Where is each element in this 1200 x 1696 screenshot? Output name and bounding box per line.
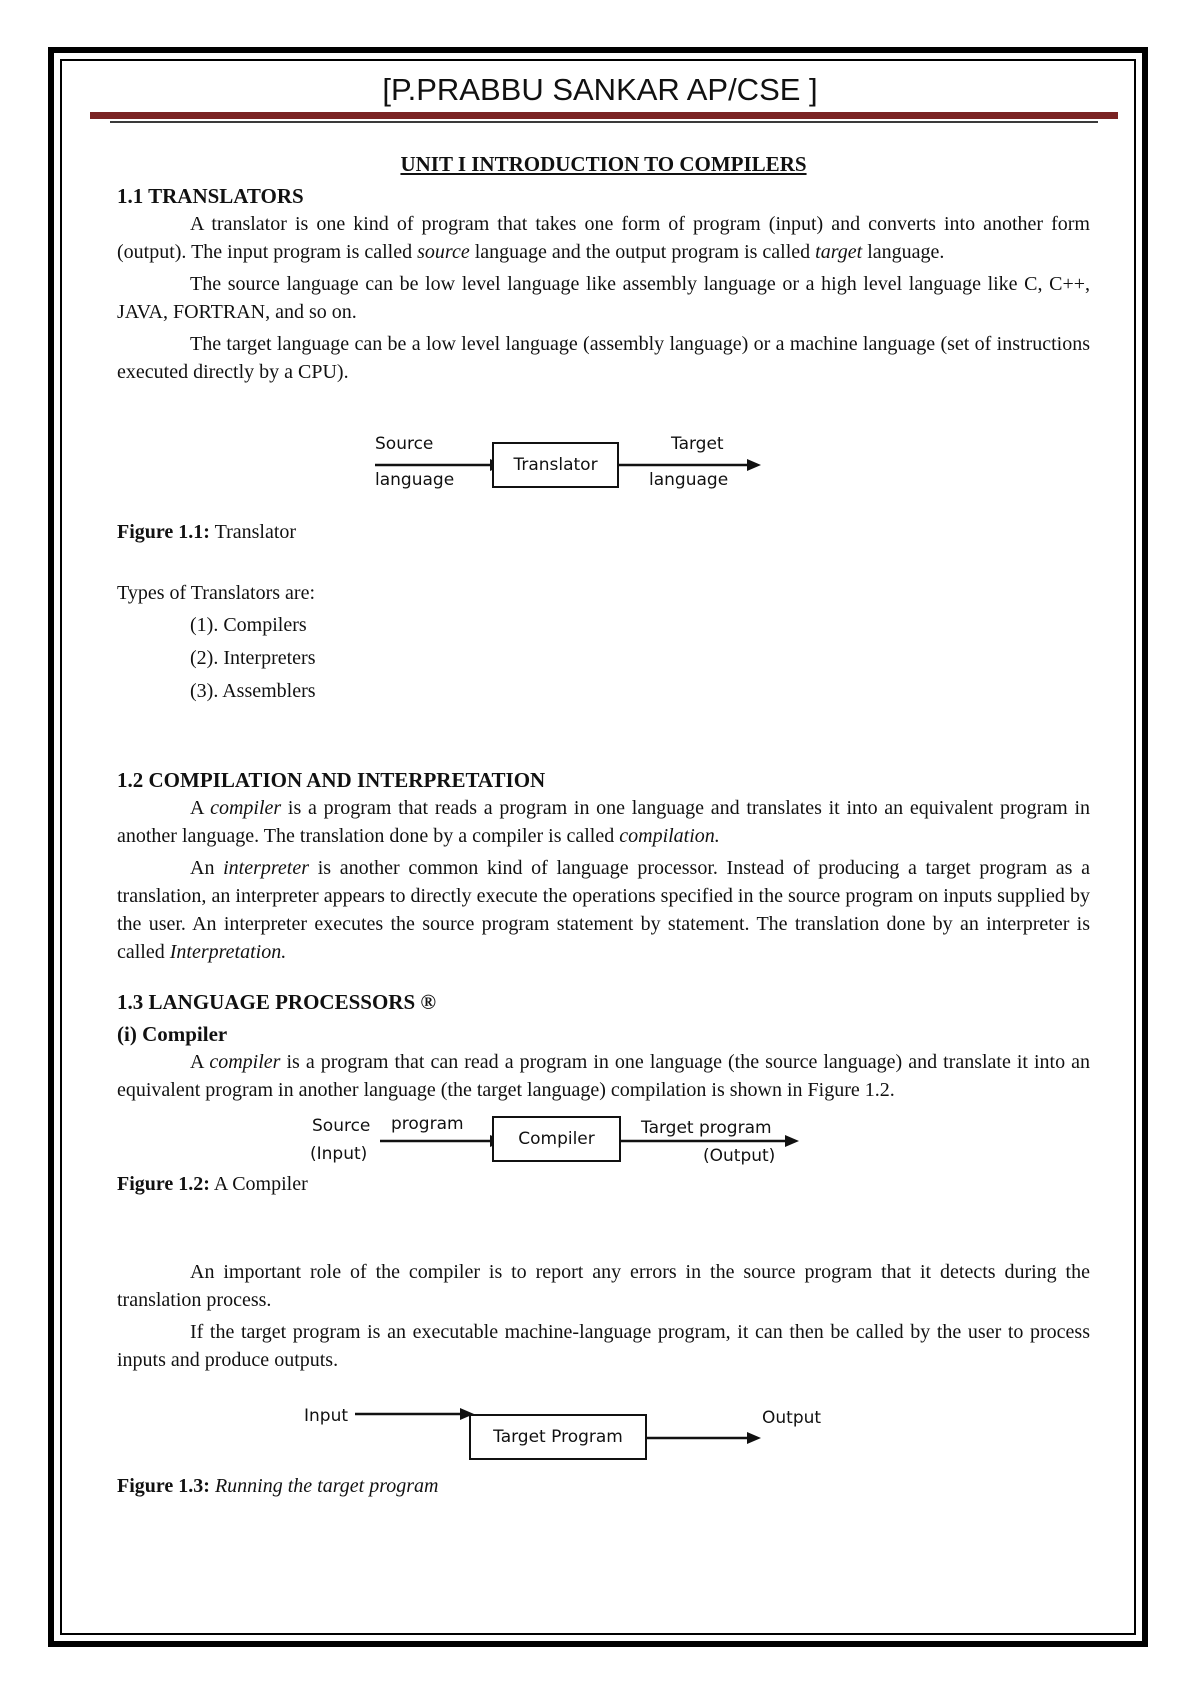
- document-body: [117, 150, 1090, 1500]
- output-label: Output: [762, 1408, 822, 1428]
- source-language-label-2: language: [375, 470, 455, 490]
- target-language-label-2: language: [649, 470, 729, 490]
- figure-caption: Figure 1.1: Translator: [117, 521, 297, 543]
- input-label: (Input): [310, 1144, 368, 1164]
- types-intro: Types of Translators are:: [117, 582, 316, 604]
- paragraph: If the target program is an executable machine-language program, it can then be called by the user to process inputs and produce outputs.: [117, 1321, 1090, 1371]
- unit-title: UNIT I INTRODUCTION TO COMPILERS: [400, 152, 807, 176]
- paragraph: An important role of the compiler is to report any errors in the source program that it detects during the translation process.: [117, 1261, 1090, 1311]
- paragraph: The source language can be low level language like assembly language or a high level language like C, C++, JAVA, FORTRAN, and so on.: [117, 273, 1090, 323]
- target-program-label: Target program: [641, 1118, 772, 1138]
- paragraph: A compiler is a program that can read a program in one language (the source language) and translate it into an equivalent program in another language (the target language) compilation is shown in Figure 1.2.: [117, 1051, 1090, 1101]
- source-label: Source: [312, 1116, 371, 1136]
- header-rule: [90, 112, 1118, 119]
- output-label: (Output): [703, 1146, 776, 1166]
- section-heading-1-3: 1.3 LANGUAGE PROCESSORS ®: [117, 990, 437, 1014]
- paragraph: A compiler is a program that reads a program in one language and translates it into an equivalent program in another language. The translation done by a compiler is called compilation.: [117, 797, 1091, 847]
- paragraph: An interpreter is another common kind of language processor. Instead of producing a target program as a translation, an interpreter appears to directly execute the operations specified in the source program on inputs supplied by the user. An interpreter executes the source program statement by statement. The translation done by an interpreter is called Interpretation.: [117, 857, 1090, 963]
- translator-box: Translator: [492, 442, 619, 488]
- paragraph: A translator is one kind of program that takes one form of program (input) and converts into another form (output). The input program is called source language and the output program is called target language.: [117, 213, 1090, 263]
- list-item: (1). Compilers: [190, 614, 307, 636]
- page-header: [P.PRABBU SANKAR AP/CSE ]: [382, 72, 818, 107]
- figure-translator: [117, 408, 1090, 518]
- target-program-box: Target Program: [469, 1414, 647, 1460]
- translator-types-list: [190, 609, 1090, 708]
- paragraph: The target language can be a low level language (assembly language) or a machine language (set of instructions executed directly by a CPU).: [117, 333, 1090, 383]
- subsection-heading-compiler: (i) Compiler: [117, 1022, 228, 1046]
- figure-running-target: [117, 1396, 1090, 1472]
- figure-caption: Figure 1.2: A Compiler: [117, 1173, 308, 1195]
- figure-compiler: [117, 1108, 1090, 1170]
- header-rule-thin: [110, 121, 1098, 123]
- target-language-label: Target: [671, 434, 724, 454]
- section-heading-1-1: 1.1 TRANSLATORS: [117, 184, 304, 208]
- list-item: (2). Interpreters: [190, 647, 316, 669]
- list-item: (3). Assemblers: [190, 680, 316, 702]
- input-label: Input: [304, 1406, 349, 1426]
- source-language-label: Source: [375, 434, 434, 454]
- figure-caption: Figure 1.3: Running the target program: [117, 1475, 439, 1497]
- program-label: program: [391, 1114, 464, 1134]
- section-heading-1-2: 1.2 COMPILATION AND INTERPRETATION: [117, 768, 546, 792]
- compiler-box: Compiler: [492, 1116, 621, 1162]
